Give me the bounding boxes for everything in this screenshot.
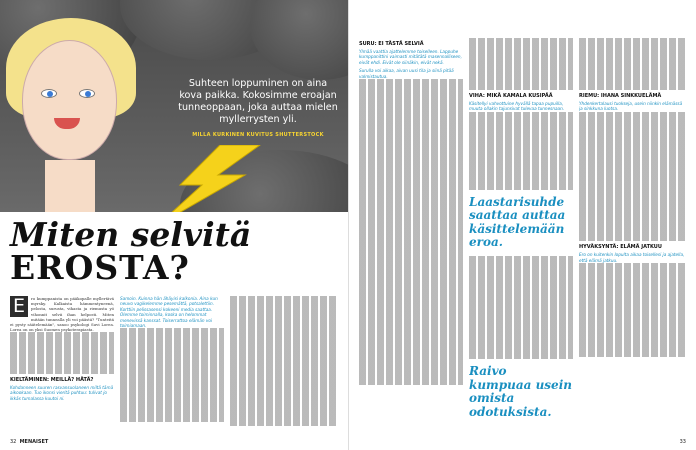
eye-icon xyxy=(41,89,57,98)
storm-cloud xyxy=(250,0,348,80)
section-lead: Käsitellyi vahvottuine hyvällä tapaa pupuilla, muuta ollakin tajunsivat tulevaa tunnesnaan. xyxy=(469,100,565,112)
lightning-bolt-icon xyxy=(150,145,270,212)
section-lead: Ylmää vaattia ajattelemme toiselleen. Lappuhe kumppanittini vaimasti mitätätä masennalliseen, eivät ehdi. Eivät ole siinäkin, eivät nekä. xyxy=(359,49,462,65)
page-number-value: 32 xyxy=(10,439,17,445)
pull-quote xyxy=(178,78,338,141)
body-column-3 xyxy=(230,296,338,438)
article-headline xyxy=(10,215,252,287)
hero-illustration xyxy=(0,0,348,212)
section-heading: HYVÄKSYNTÄ: ELÄMÄ JATKUU xyxy=(579,244,662,251)
pull-quote-blue: Raivo kumpuaa usein omista odotuksista. xyxy=(469,364,572,419)
pull-quote-text: Suhteen loppuminen on aina kova paikka. Kokosimme eroajan tunneoppaan, joka auttaa mielen myllerrysten yli. xyxy=(178,78,338,125)
section-lead: Surulla voi aikaa, aivan uusi tila ja siinä pitää valmistautua. xyxy=(359,68,454,79)
headline-line2: EROSTA? xyxy=(10,248,190,287)
body-column-6 xyxy=(579,38,687,438)
page-number: 33 xyxy=(679,439,686,445)
woman-face xyxy=(22,40,117,160)
section-heading: SURU: EI TÄSTÄ SELVIÄ xyxy=(359,41,424,47)
page-number xyxy=(10,439,48,445)
right-page xyxy=(348,0,696,450)
magazine-name: MENAISET xyxy=(19,439,49,445)
body-text: ro kumppanista on pääkopalle myllertävä myrsky. Kalkaista hämmentyneenä, pelosta, surusta, vihasta ja riemusta yö vihonnit selvii ihan helposti. Miten mitään tunnealla yli voi päästä? "Tunteitä ei pysty säätelemään", sanoo psykologi Suvi Lorea. Lorea on on yksi Suomen psykoterapiasta. xyxy=(10,296,114,333)
body-column-4 xyxy=(359,38,463,438)
section-heading: KIELTÄMINEN: MEILLÄ? HÄTÄ? xyxy=(10,376,94,383)
pull-quote-blue: Laastarisuhde saattaa auttaa käsittelemään eroa. xyxy=(469,194,566,249)
headline-line1: Miten selvitä xyxy=(10,215,252,254)
drop-cap: E xyxy=(10,296,28,317)
section-lead: Yhdenkertalausi tuokseja, usein niinkin elämässä ja sinkkuna luotsa. xyxy=(579,100,683,112)
section-heading: RIEMU: IHANA SINKKUELÄMÄ xyxy=(579,92,662,99)
section-lead: Kohdanneen suuren rasvansuolaneen miltä tämä aikookaan. Tuo ikonsi vieritä puhtuu: tulivat jo ikkäs tumalassa kuutoi ni. xyxy=(10,384,114,401)
section-lead: Ero on kuitenkin lopulta aikaa toisellesi ja ajatella, että elämä jatkuu. xyxy=(579,252,685,263)
section-heading: VIHA: MIKÄ KAMALA KUSIPÄÄ xyxy=(469,92,553,99)
woman-neck xyxy=(45,160,95,212)
body-column-1 xyxy=(10,296,114,438)
body-column-5 xyxy=(469,38,573,438)
photo-credit: MILLA KURKINEN KUVITUS SHUTTERSTOCK xyxy=(192,132,324,138)
eye-icon xyxy=(79,89,95,98)
body-column-2 xyxy=(120,296,224,438)
section-lead: Samoin. Kuinna hän ähäyisi kalkonia. Aina kun neuvo vagikelemme pesemättä, potsalettiin. Korttiin pelissasensi kokeeni media saattaa. Olemme toiminnalla, koska on helommat menevissä kanssat. Toiserrattoa elämän voi toimiamaan. xyxy=(120,296,218,329)
